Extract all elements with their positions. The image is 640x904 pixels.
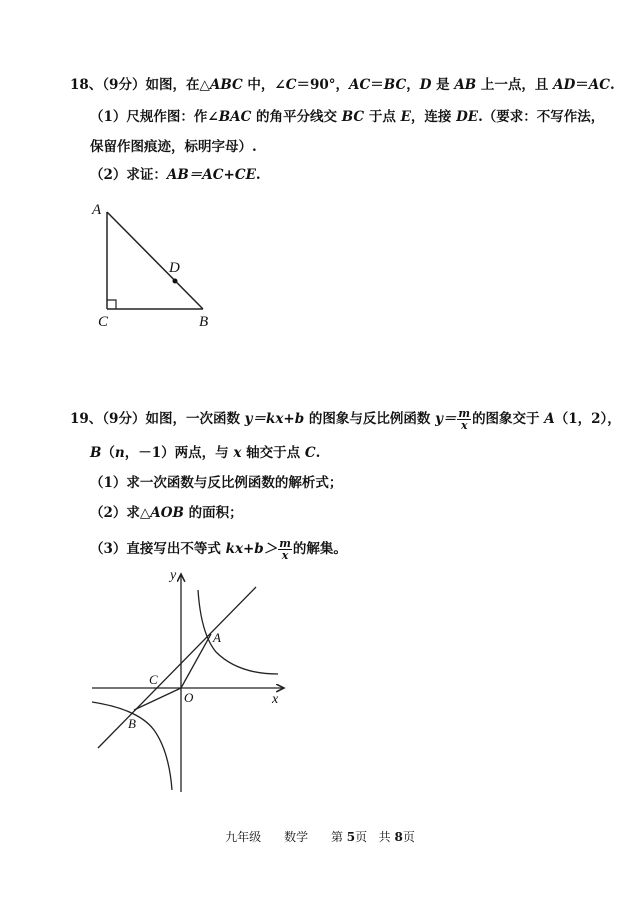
q19-part2-text: （2）求△ <box>90 505 151 521</box>
q19-text: 的图象交于 <box>472 411 545 427</box>
q18-math: D <box>419 77 432 93</box>
q18-part1-text: （1）尺规作图：作∠ <box>90 109 219 125</box>
q19-math: C <box>304 445 316 461</box>
q18-part2-text: . <box>255 167 261 183</box>
q19-text: 如图，一次函数 <box>145 411 245 427</box>
q18-math: BC <box>383 77 407 93</box>
q18-math: AC <box>349 77 371 93</box>
q19-math: y＝ <box>435 411 457 427</box>
q19-part1-line: （1）求一次函数与反比例函数的解析式； <box>90 475 343 491</box>
q19-part3-text: 的解集。 <box>292 541 347 557</box>
q18-label-a: A <box>92 202 102 218</box>
q19-text: . <box>315 445 321 461</box>
q19-segment-oa <box>181 634 211 688</box>
footer-total-suffix: 页 <box>402 830 415 844</box>
q18-part2-line <box>90 166 261 184</box>
q19-frac-den: x <box>460 419 468 432</box>
q19-linear-graph <box>98 587 256 748</box>
footer-subject: 数学 <box>284 830 309 844</box>
q18-text: 是 <box>431 77 455 93</box>
q19-math: A <box>544 411 555 427</box>
q19-text: （1，2）， <box>554 411 621 427</box>
footer-page-suffix: 页 <box>355 830 368 844</box>
q18-part1-text: 的角平分线交 <box>251 109 342 125</box>
q18-math: AD <box>553 77 576 93</box>
q18-right-angle-mark <box>107 300 116 309</box>
q19-math: B <box>90 445 102 461</box>
q18-part1-line2: 保留作图痕迹，标明字母）. <box>90 139 257 155</box>
page-footer <box>0 828 640 845</box>
footer-page-number: 5 <box>346 830 356 844</box>
q18-text: ， <box>406 77 420 93</box>
q18-number: 18、 <box>70 77 103 93</box>
q18-text: ＝ <box>575 77 589 93</box>
q19-hyperbola-branch-2 <box>92 702 172 790</box>
q18-text: . <box>610 77 615 93</box>
q19-math: kx+b＞ <box>225 541 278 557</box>
q18-part1-line <box>90 108 604 126</box>
footer-total-label: 共 <box>378 830 395 844</box>
q18-math: BAC <box>218 109 252 125</box>
footer-total-number: 8 <box>394 830 403 844</box>
q19-part3-line <box>90 538 347 561</box>
q18-text: 上一点，且 <box>476 77 554 93</box>
q18-part1-text: 于点 <box>364 109 401 125</box>
q19-label-a: A <box>213 630 221 645</box>
q18-math: AB <box>454 77 477 93</box>
q19-text: 的图象与反比例函数 <box>304 411 436 427</box>
q18-points: （9分） <box>102 77 146 93</box>
q18-point-d <box>173 279 178 284</box>
q18-math: DE <box>456 109 479 125</box>
q19-frac-num: m <box>279 537 291 550</box>
q19-math: y＝kx+b <box>244 411 305 427</box>
q18-text: 如图，在△ <box>145 77 210 93</box>
q19-label-y: y <box>170 568 177 583</box>
q19-text: ，－1）两点，与 <box>124 445 234 461</box>
q18-math: AC <box>588 77 611 93</box>
q18-label-c: C <box>98 314 109 330</box>
q18-part1-text: ，连接 <box>410 109 457 125</box>
q18-math: ABC <box>209 77 243 93</box>
q19-segment-ob <box>134 688 181 710</box>
q19-label-o: O <box>184 690 194 705</box>
q18-math: C <box>285 77 297 93</box>
q18-text: ＝ <box>370 77 384 93</box>
q19-points: （9分） <box>102 411 146 427</box>
q19-part3-text: （3）直接写出不等式 <box>90 541 226 557</box>
q18-label-b: B <box>199 314 209 330</box>
q19-fraction <box>457 408 471 431</box>
footer-grade: 九年级 <box>225 830 262 844</box>
q18-text: 中，∠ <box>242 77 286 93</box>
q19-label-b: B <box>128 716 136 731</box>
q18-side-ab <box>107 212 203 309</box>
q18-label-d: D <box>169 260 180 276</box>
q19-part2-text: 的面积； <box>183 505 243 521</box>
footer-page-label: 第 <box>330 830 347 844</box>
q18-part2-text: （2）求证： <box>90 167 167 183</box>
q19-hyperbola-branch-1 <box>198 590 278 674</box>
q18-stem-line <box>70 76 615 94</box>
q19-number: 19、 <box>70 411 103 427</box>
q18-math: BC <box>341 109 365 125</box>
q19-math: x <box>233 445 242 461</box>
q19-fraction <box>278 538 292 561</box>
q19-text: （ <box>101 445 115 461</box>
q19-stem-line2 <box>90 444 320 462</box>
q19-part2-line <box>90 504 243 522</box>
q19-stem-line <box>70 408 621 431</box>
q19-text: 轴交于点 <box>241 445 305 461</box>
q18-text: ＝90°， <box>296 77 350 93</box>
q18-part1-text: .（要求：不写作法， <box>478 109 605 125</box>
q19-label-c: C <box>149 672 158 687</box>
q19-frac-den: x <box>281 549 289 562</box>
q19-math: AOB <box>150 505 184 521</box>
q18-math: AB＝AC+CE <box>166 167 256 183</box>
q19-math: n <box>114 445 125 461</box>
q18-math: E <box>400 109 411 125</box>
q19-frac-num: m <box>458 407 471 420</box>
q19-label-x: x <box>272 692 279 707</box>
